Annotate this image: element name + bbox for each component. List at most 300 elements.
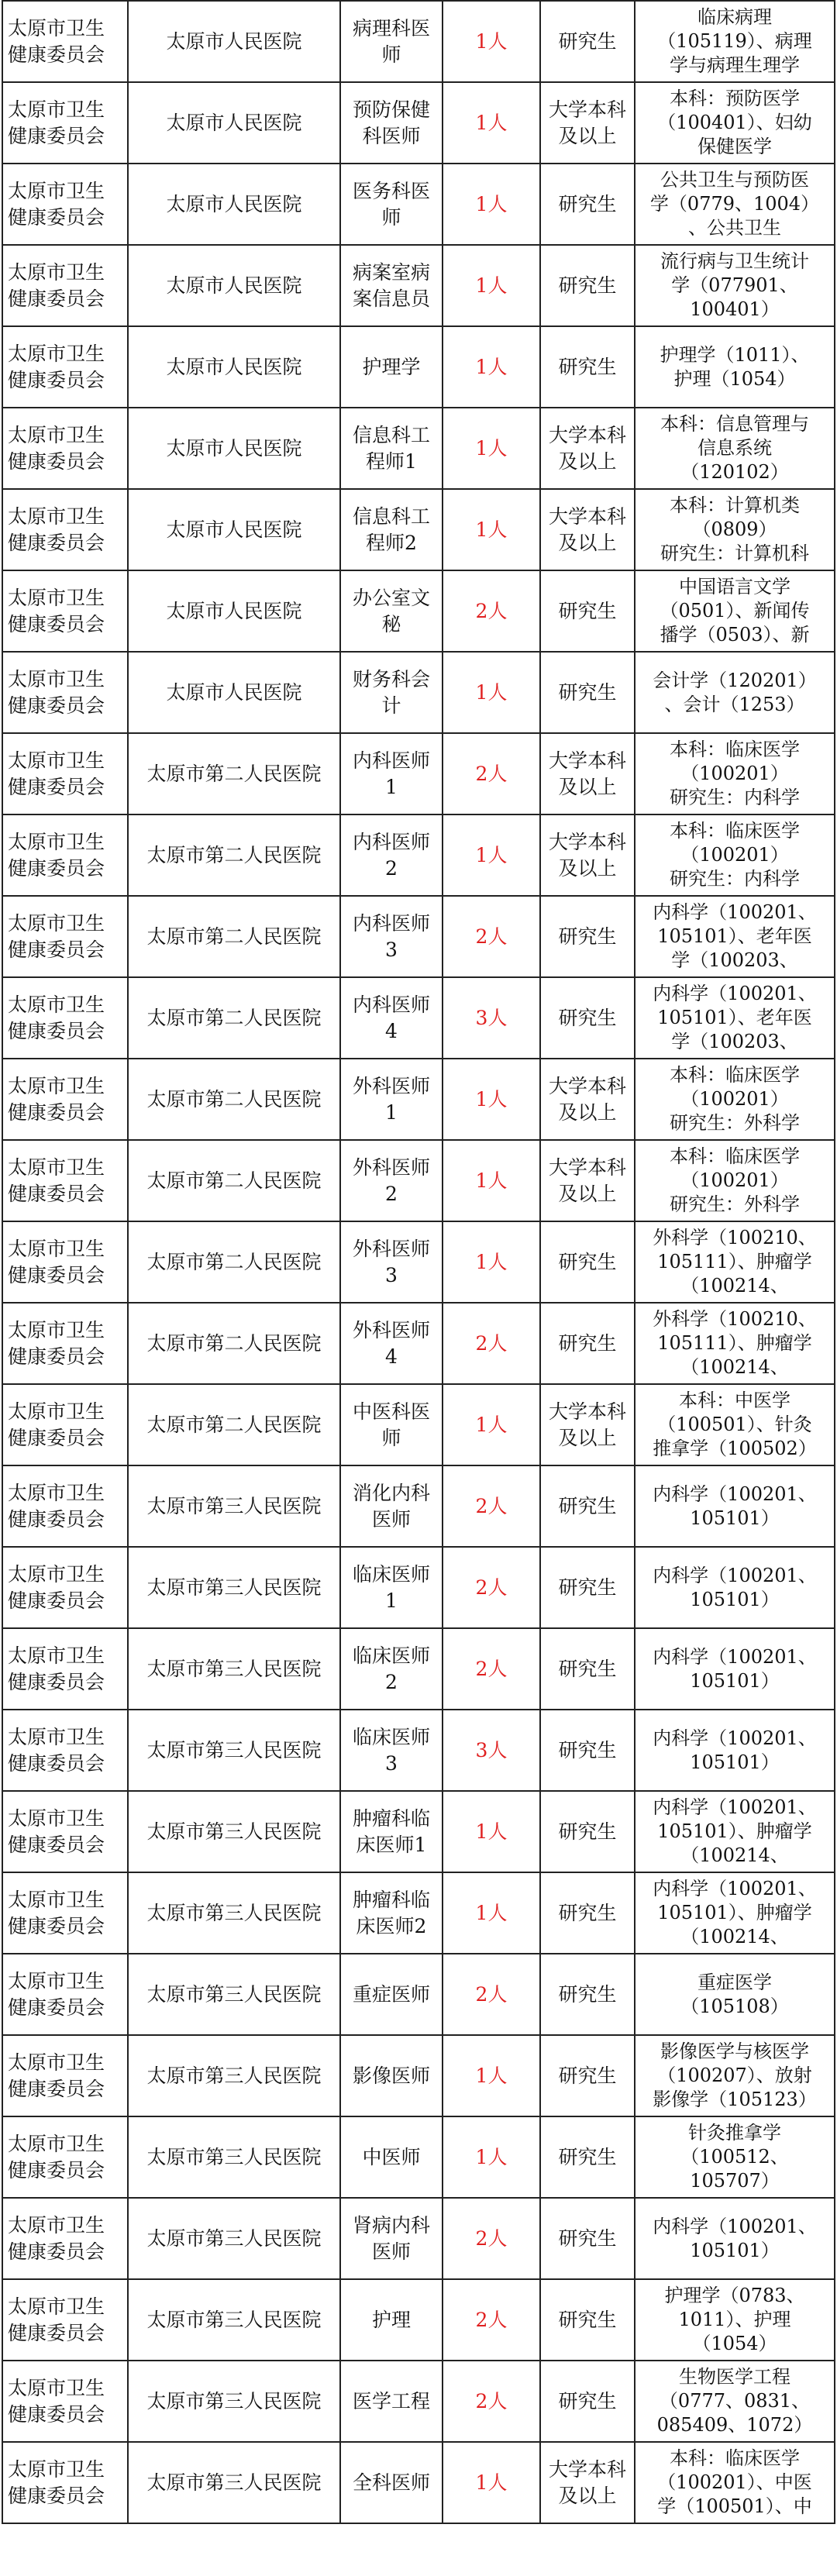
education-cell <box>540 1710 635 1791</box>
position-cell-text: 内科医师 1 <box>352 749 430 798</box>
education-cell <box>540 489 635 570</box>
hospital-cell-text: 太原市第三人民医院 <box>146 1820 322 1843</box>
headcount-cell <box>443 2116 540 2198</box>
education-cell <box>540 326 635 408</box>
education-cell <box>540 82 635 164</box>
position-cell <box>340 2035 443 2116</box>
employer-cell <box>2 977 128 1059</box>
table-row <box>2 2361 835 2442</box>
hospital-cell <box>128 1303 340 1384</box>
education-cell <box>540 652 635 733</box>
table-row <box>2 489 835 570</box>
position-cell-text: 影像医师 <box>352 2064 430 2087</box>
hospital-cell-text: 太原市人民医院 <box>166 355 302 378</box>
headcount-cell <box>443 2361 540 2442</box>
position-cell <box>340 1140 443 1221</box>
employer-cell-text: 太原市卫生 健康委员会 <box>8 1400 105 1449</box>
major-cell <box>635 1384 835 1465</box>
education-cell-text: 研究生 <box>558 925 617 948</box>
education-cell <box>540 2279 635 2361</box>
education-cell-text: 研究生 <box>558 2145 617 2168</box>
major-cell-text: 本科：临床医学 （100201） 研究生：外科学 <box>670 1145 800 1215</box>
education-cell <box>540 2116 635 2198</box>
hospital-cell <box>128 245 340 326</box>
employer-cell <box>2 1221 128 1303</box>
hospital-cell-text: 太原市第二人民医院 <box>146 1413 322 1436</box>
headcount-cell-text: 1人 <box>475 355 508 378</box>
hospital-cell <box>128 733 340 814</box>
employer-cell <box>2 652 128 733</box>
hospital-cell <box>128 82 340 164</box>
major-cell-text: 内科学（100201、 105101）、老年医 学（100203、 <box>653 983 817 1052</box>
employer-cell <box>2 82 128 164</box>
employer-cell-text: 太原市卫生 健康委员会 <box>8 98 105 147</box>
position-cell-text: 肾病内科 医师 <box>352 2213 430 2263</box>
hospital-cell-text: 太原市人民医院 <box>166 111 302 134</box>
table-row <box>2 1872 835 1954</box>
headcount-cell <box>443 1384 540 1465</box>
position-cell-text: 医务科医 师 <box>352 179 430 229</box>
hospital-cell <box>128 1791 340 1872</box>
hospital-cell-text: 太原市第三人民医院 <box>146 2226 322 2250</box>
employer-cell <box>2 1872 128 1954</box>
employer-cell <box>2 164 128 245</box>
employer-cell-text: 太原市卫生 健康委员会 <box>8 2213 105 2263</box>
headcount-cell-text: 1人 <box>475 2064 508 2087</box>
position-cell-text: 外科医师 3 <box>352 1237 430 1286</box>
position-cell <box>340 2442 443 2523</box>
employer-cell <box>2 1465 128 1547</box>
table-row <box>2 2116 835 2198</box>
employer-cell <box>2 1384 128 1465</box>
headcount-cell-text: 2人 <box>475 2308 508 2331</box>
employer-cell-text: 太原市卫生 健康委员会 <box>8 667 105 717</box>
employer-cell-text: 太原市卫生 健康委员会 <box>8 2051 105 2100</box>
major-cell-text: 内科学（100201、 105101） <box>653 1645 817 1692</box>
major-cell-text: 本科：临床医学 （100201） 研究生：内科学 <box>670 820 800 890</box>
education-cell <box>540 733 635 814</box>
employer-cell-text: 太原市卫生 健康委员会 <box>8 1969 105 2019</box>
major-cell-text: 内科学（100201、 105101） <box>653 1564 817 1610</box>
position-cell <box>340 245 443 326</box>
major-cell-text: 内科学（100201、 105101） <box>653 1727 817 1773</box>
employer-cell <box>2 1059 128 1140</box>
hospital-cell-text: 太原市第三人民医院 <box>146 2308 322 2331</box>
headcount-cell <box>443 82 540 164</box>
employer-cell <box>2 2361 128 2442</box>
hospital-cell-text: 太原市第三人民医院 <box>146 1657 322 1680</box>
major-cell-text: 护理学（0783、 1011）、护理 （1054） <box>664 2285 805 2354</box>
position-cell <box>340 82 443 164</box>
position-cell-text: 护理学 <box>362 355 421 378</box>
headcount-cell <box>443 1059 540 1140</box>
major-cell <box>635 1140 835 1221</box>
headcount-cell-text: 2人 <box>475 925 508 948</box>
major-cell <box>635 2198 835 2279</box>
hospital-cell <box>128 1221 340 1303</box>
table-row <box>2 245 835 326</box>
headcount-cell-text: 2人 <box>475 2226 508 2250</box>
education-cell-text: 研究生 <box>558 2308 617 2331</box>
employer-cell-text: 太原市卫生 健康委员会 <box>8 1806 105 1856</box>
headcount-cell-text: 2人 <box>475 1657 508 1680</box>
position-cell <box>340 1628 443 1710</box>
position-cell <box>340 1791 443 1872</box>
hospital-cell <box>128 1384 340 1465</box>
hospital-cell-text: 太原市人民医院 <box>166 518 302 541</box>
headcount-cell <box>443 408 540 489</box>
education-cell-text: 大学本科 及以上 <box>548 2457 626 2507</box>
major-cell-text: 针灸推拿学 （100512、 105707） <box>680 2122 789 2192</box>
major-cell-text: 内科学（100201、 105101）、肿瘤学 （100214、 <box>653 1878 817 1947</box>
table-row <box>2 1954 835 2035</box>
position-cell-text: 预防保健 科医师 <box>352 98 430 147</box>
employer-cell <box>2 2035 128 2116</box>
table-row <box>2 1059 835 1140</box>
employer-cell-text: 太原市卫生 健康委员会 <box>8 993 105 1042</box>
major-cell-text: 本科：计算机类 （0809） 研究生：计算机科 <box>660 494 809 564</box>
hospital-cell-text: 太原市人民医院 <box>166 274 302 297</box>
table-row <box>2 82 835 164</box>
table-row <box>2 814 835 896</box>
education-cell <box>540 2198 635 2279</box>
employer-cell-text: 太原市卫生 健康委员会 <box>8 2132 105 2182</box>
headcount-cell <box>443 733 540 814</box>
headcount-cell <box>443 977 540 1059</box>
major-cell <box>635 1791 835 1872</box>
education-cell <box>540 814 635 896</box>
employer-cell <box>2 2442 128 2523</box>
major-cell-text: 外科学（100210、 105111）、肿瘤学 （100214、 <box>653 1308 817 1378</box>
position-cell-text: 内科医师 4 <box>352 993 430 1042</box>
employer-cell <box>2 1547 128 1628</box>
hospital-cell-text: 太原市第三人民医院 <box>146 1494 322 1517</box>
major-cell <box>635 326 835 408</box>
headcount-cell-text: 1人 <box>475 1087 508 1111</box>
education-cell-text: 大学本科 及以上 <box>548 749 626 798</box>
employer-cell-text: 太原市卫生 健康委员会 <box>8 2376 105 2426</box>
position-cell <box>340 1710 443 1791</box>
hospital-cell-text: 太原市第二人民医院 <box>146 1006 322 1029</box>
education-cell <box>540 1791 635 1872</box>
major-cell <box>635 1954 835 2035</box>
position-cell-text: 信息科工 程师1 <box>352 423 430 473</box>
hospital-cell <box>128 1872 340 1954</box>
education-cell <box>540 1628 635 1710</box>
position-cell <box>340 1547 443 1628</box>
headcount-cell-text: 1人 <box>475 1169 508 1192</box>
position-cell-text: 肿瘤科临 床医师2 <box>352 1888 430 1937</box>
major-cell <box>635 733 835 814</box>
position-cell-text: 内科医师 3 <box>352 911 430 961</box>
employer-cell <box>2 408 128 489</box>
headcount-cell-text: 1人 <box>475 1413 508 1436</box>
hospital-cell <box>128 1710 340 1791</box>
hospital-cell-text: 太原市人民医院 <box>166 29 302 53</box>
employer-cell <box>2 1140 128 1221</box>
major-cell <box>635 570 835 652</box>
headcount-cell <box>443 326 540 408</box>
headcount-cell-text: 3人 <box>475 1738 508 1762</box>
hospital-cell-text: 太原市人民医院 <box>166 192 302 215</box>
table-row <box>2 570 835 652</box>
position-cell-text: 消化内科 医师 <box>352 1481 430 1531</box>
major-cell <box>635 1710 835 1791</box>
position-cell-text: 护理 <box>371 2308 411 2331</box>
employer-cell-text: 太原市卫生 健康委员会 <box>8 1644 105 1693</box>
headcount-cell-text: 1人 <box>475 274 508 297</box>
headcount-cell-text: 2人 <box>475 599 508 622</box>
position-cell-text: 外科医师 2 <box>352 1155 430 1205</box>
headcount-cell <box>443 245 540 326</box>
major-cell <box>635 977 835 1059</box>
employer-cell-text: 太原市卫生 健康委员会 <box>8 1155 105 1205</box>
headcount-cell-text: 1人 <box>475 843 508 866</box>
headcount-cell <box>443 652 540 733</box>
headcount-cell-text: 1人 <box>475 518 508 541</box>
headcount-cell <box>443 1303 540 1384</box>
position-cell-text: 中医师 <box>362 2145 421 2168</box>
employer-cell <box>2 489 128 570</box>
education-cell <box>540 2361 635 2442</box>
employer-cell-text: 太原市卫生 健康委员会 <box>8 1237 105 1286</box>
headcount-cell <box>443 896 540 977</box>
hospital-cell-text: 太原市第二人民医院 <box>146 843 322 866</box>
employer-cell-text: 太原市卫生 健康委员会 <box>8 342 105 391</box>
education-cell-text: 研究生 <box>558 1657 617 1680</box>
major-cell-text: 外科学（100210、 105111）、肿瘤学 （100214、 <box>653 1227 817 1297</box>
hospital-cell <box>128 2198 340 2279</box>
headcount-cell-text: 2人 <box>475 1494 508 1517</box>
headcount-cell-text: 2人 <box>475 1331 508 1355</box>
headcount-cell-text: 2人 <box>475 1576 508 1599</box>
table-row <box>2 1 835 82</box>
hospital-cell-text: 太原市第二人民医院 <box>146 1169 322 1192</box>
education-cell-text: 研究生 <box>558 1494 617 1517</box>
education-cell <box>540 245 635 326</box>
education-cell-text: 大学本科 及以上 <box>548 830 626 880</box>
major-cell <box>635 1303 835 1384</box>
position-cell <box>340 1 443 82</box>
education-cell <box>540 1140 635 1221</box>
headcount-cell-text: 1人 <box>475 1820 508 1843</box>
position-cell <box>340 652 443 733</box>
major-cell <box>635 2361 835 2442</box>
major-cell-text: 影像医学与核医学 （100207）、放射 影像学（105123） <box>653 2040 817 2110</box>
headcount-cell-text: 1人 <box>475 1250 508 1273</box>
major-cell-text: 重症医学 （105108） <box>680 1971 789 2017</box>
recruitment-table <box>2 0 835 2524</box>
major-cell <box>635 1465 835 1547</box>
education-cell-text: 研究生 <box>558 2226 617 2250</box>
major-cell <box>635 2116 835 2198</box>
hospital-cell <box>128 2116 340 2198</box>
major-cell-text: 会计学（120201） 、会计（1253） <box>653 669 817 715</box>
position-cell <box>340 733 443 814</box>
major-cell <box>635 1872 835 1954</box>
education-cell-text: 研究生 <box>558 1250 617 1273</box>
headcount-cell-text: 1人 <box>475 436 508 460</box>
position-cell <box>340 489 443 570</box>
hospital-cell-text: 太原市第二人民医院 <box>146 925 322 948</box>
education-cell-text: 大学本科 及以上 <box>548 505 626 554</box>
education-cell-text: 研究生 <box>558 2389 617 2412</box>
employer-cell-text: 太原市卫生 健康委员会 <box>8 2457 105 2507</box>
position-cell <box>340 2279 443 2361</box>
position-cell <box>340 896 443 977</box>
major-cell <box>635 489 835 570</box>
table-row <box>2 164 835 245</box>
table-row <box>2 326 835 408</box>
position-cell <box>340 570 443 652</box>
position-cell-text: 财务科会 计 <box>352 667 430 717</box>
hospital-cell-text: 太原市第三人民医院 <box>146 2471 322 2494</box>
position-cell-text: 全科医师 <box>352 2471 430 2494</box>
headcount-cell <box>443 1221 540 1303</box>
education-cell-text: 研究生 <box>558 1738 617 1762</box>
position-cell-text: 病理科医 师 <box>352 16 430 66</box>
headcount-cell-text: 2人 <box>475 2389 508 2412</box>
position-cell <box>340 2116 443 2198</box>
table-row <box>2 733 835 814</box>
headcount-cell <box>443 2279 540 2361</box>
education-cell <box>540 1872 635 1954</box>
major-cell-text: 生物医学工程 （0777、0831、 085409、1072） <box>656 2366 813 2436</box>
education-cell-text: 大学本科 及以上 <box>548 1155 626 1205</box>
headcount-cell-text: 2人 <box>475 762 508 785</box>
position-cell <box>340 164 443 245</box>
headcount-cell-text: 1人 <box>475 29 508 53</box>
hospital-cell <box>128 1628 340 1710</box>
major-cell <box>635 814 835 896</box>
education-cell-text: 研究生 <box>558 1006 617 1029</box>
education-cell-text: 研究生 <box>558 1331 617 1355</box>
major-cell-text: 内科学（100201、 105101）、肿瘤学 （100214、 <box>653 1796 817 1866</box>
education-cell-text: 研究生 <box>558 192 617 215</box>
position-cell-text: 办公室文 秘 <box>352 586 430 635</box>
employer-cell-text: 太原市卫生 健康委员会 <box>8 1318 105 1368</box>
major-cell <box>635 1221 835 1303</box>
hospital-cell <box>128 814 340 896</box>
employer-cell <box>2 570 128 652</box>
employer-cell-text: 太原市卫生 健康委员会 <box>8 830 105 880</box>
employer-cell-text: 太原市卫生 健康委员会 <box>8 423 105 473</box>
position-cell-text: 临床医师 2 <box>352 1644 430 1693</box>
employer-cell <box>2 245 128 326</box>
headcount-cell-text: 3人 <box>475 1006 508 1029</box>
education-cell-text: 研究生 <box>558 355 617 378</box>
headcount-cell <box>443 1 540 82</box>
education-cell-text: 大学本科 及以上 <box>548 98 626 147</box>
major-cell <box>635 1059 835 1140</box>
hospital-cell-text: 太原市第三人民医院 <box>146 1901 322 1924</box>
position-cell-text: 中医科医 师 <box>352 1400 430 1449</box>
hospital-cell <box>128 1954 340 2035</box>
hospital-cell <box>128 652 340 733</box>
table-row <box>2 1303 835 1384</box>
employer-cell <box>2 733 128 814</box>
headcount-cell <box>443 1791 540 1872</box>
position-cell-text: 内科医师 2 <box>352 830 430 880</box>
employer-cell <box>2 814 128 896</box>
employer-cell-text: 太原市卫生 健康委员会 <box>8 1481 105 1531</box>
major-cell <box>635 245 835 326</box>
education-cell-text: 大学本科 及以上 <box>548 1074 626 1124</box>
table-row <box>2 652 835 733</box>
table-row <box>2 1140 835 1221</box>
education-cell <box>540 2442 635 2523</box>
table-row <box>2 2442 835 2523</box>
table-row <box>2 1384 835 1465</box>
major-cell <box>635 1547 835 1628</box>
hospital-cell <box>128 326 340 408</box>
position-cell-text: 外科医师 4 <box>352 1318 430 1368</box>
education-cell <box>540 408 635 489</box>
major-cell-text: 本科：临床医学 （100201） 研究生：内科学 <box>670 739 800 808</box>
employer-cell-text: 太原市卫生 健康委员会 <box>8 1074 105 1124</box>
position-cell <box>340 2198 443 2279</box>
headcount-cell <box>443 1628 540 1710</box>
major-cell <box>635 1628 835 1710</box>
hospital-cell-text: 太原市第三人民医院 <box>146 2064 322 2087</box>
headcount-cell <box>443 164 540 245</box>
hospital-cell-text: 太原市人民医院 <box>166 436 302 460</box>
table-row <box>2 1465 835 1547</box>
table-row <box>2 1791 835 1872</box>
headcount-cell <box>443 1547 540 1628</box>
headcount-cell-text: 1人 <box>475 2145 508 2168</box>
employer-cell-text: 太原市卫生 健康委员会 <box>8 586 105 635</box>
major-cell-text: 本科：临床医学 （100201）、中医 学（100501）、中 <box>657 2447 812 2517</box>
hospital-cell <box>128 2035 340 2116</box>
major-cell-text: 流行病与卫生统计 学（077901、 100401） <box>660 250 809 320</box>
major-cell <box>635 2442 835 2523</box>
headcount-cell <box>443 814 540 896</box>
headcount-cell <box>443 2198 540 2279</box>
hospital-cell-text: 太原市第三人民医院 <box>146 2389 322 2412</box>
position-cell <box>340 977 443 1059</box>
education-cell-text: 研究生 <box>558 1982 617 2006</box>
employer-cell-text: 太原市卫生 健康委员会 <box>8 179 105 229</box>
major-cell-text: 临床病理 （105119）、病理 学与病理生理学 <box>657 6 812 76</box>
employer-cell-text: 太原市卫生 健康委员会 <box>8 1725 105 1775</box>
major-cell-text: 本科：中医学 （100501）、针灸 推拿学（100502） <box>653 1390 817 1459</box>
headcount-cell <box>443 2442 540 2523</box>
education-cell-text: 研究生 <box>558 1820 617 1843</box>
hospital-cell <box>128 408 340 489</box>
position-cell-text: 重症医师 <box>352 1982 430 2006</box>
position-cell <box>340 1059 443 1140</box>
hospital-cell-text: 太原市第三人民医院 <box>146 1738 322 1762</box>
major-cell-text: 本科：预防医学 （100401）、妇幼 保健医学 <box>657 88 812 157</box>
education-cell-text: 研究生 <box>558 1901 617 1924</box>
headcount-cell-text: 1人 <box>475 680 508 704</box>
hospital-cell-text: 太原市人民医院 <box>166 599 302 622</box>
position-cell <box>340 326 443 408</box>
table-row <box>2 2279 835 2361</box>
position-cell-text: 临床医师 3 <box>352 1725 430 1775</box>
employer-cell <box>2 1710 128 1791</box>
hospital-cell-text: 太原市第二人民医院 <box>146 1250 322 1273</box>
major-cell-text: 中国语言文学 （0501）、新闻传 播学（0503）、新 <box>660 576 810 646</box>
major-cell-text: 公共卫生与预防医 学（0779、1004） 、公共卫生 <box>649 169 820 239</box>
education-cell <box>540 1384 635 1465</box>
education-cell-text: 研究生 <box>558 274 617 297</box>
position-cell-text: 肿瘤科临 床医师1 <box>352 1806 430 1856</box>
education-cell-text: 研究生 <box>558 1576 617 1599</box>
headcount-cell-text: 2人 <box>475 1982 508 2006</box>
employer-cell-text: 太原市卫生 健康委员会 <box>8 2295 105 2344</box>
